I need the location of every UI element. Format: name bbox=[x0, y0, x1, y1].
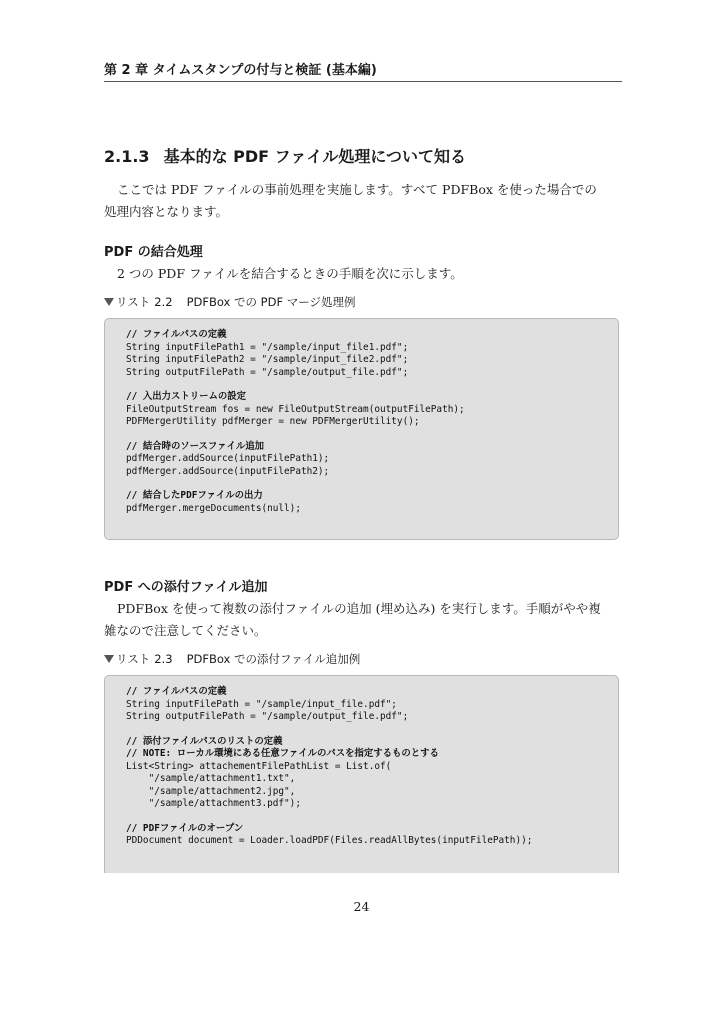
section-title-text: 基本的な PDF ファイル処理について知る bbox=[163, 147, 467, 166]
code-line: // NOTE: ローカル環境にある任意ファイルのパスを指定するものとする bbox=[126, 748, 439, 759]
section-intro bbox=[104, 179, 622, 223]
code-line: String outputFilePath = "/sample/output_file.pdf"; bbox=[126, 366, 409, 378]
section-number: 2.1.3 bbox=[104, 147, 150, 166]
code-line: pdfMerger.addSource(inputFilePath1); bbox=[126, 453, 330, 464]
merge-body: 2 つの PDF ファイルを結合するときの手順を次に示します。 bbox=[117, 266, 463, 281]
page-number: 24 bbox=[353, 899, 370, 914]
code-line: FileOutputStream fos = new FileOutputStream(outputFilePath); bbox=[126, 403, 465, 415]
attach-code-block bbox=[104, 675, 619, 873]
code-line: // 結合時のソースファイル追加 bbox=[126, 440, 264, 452]
section-intro-line-2: 処理内容となります。 bbox=[104, 204, 229, 219]
triangle-marker-icon bbox=[104, 655, 114, 663]
code-line: "/sample/attachment2.jpg", bbox=[126, 785, 296, 797]
code-line: List<String> attachementFilePathList = List.of( bbox=[126, 760, 392, 772]
running-header: 第 2 章 タイムスタンプの付与と検証 (基本編) bbox=[104, 63, 622, 82]
code-line: // PDFファイルのオープン bbox=[126, 822, 244, 834]
code-line bbox=[126, 429, 618, 441]
code-line: pdfMerger.addSource(inputFilePath2); bbox=[126, 465, 330, 477]
code-line: String inputFilePath = "/sample/input_file.pdf"; bbox=[126, 698, 397, 710]
triangle-marker-icon bbox=[104, 298, 114, 306]
code-line bbox=[126, 811, 618, 823]
code-line: PDFMergerUtility pdfMerger = new PDFMergerUtility(); bbox=[126, 416, 420, 427]
code-line: // ファイルパスの定義 bbox=[126, 329, 227, 340]
attach-heading: PDF への添付ファイル追加 bbox=[104, 580, 268, 595]
code-line: // 結合したPDFファイルの出力 bbox=[126, 490, 263, 501]
list-title: PDFBox での PDF マージ処理例 bbox=[186, 295, 356, 309]
code-line bbox=[126, 478, 618, 490]
section-intro-line-1: ここでは PDF ファイルの事前処理を実施します。すべて PDFBox を使った場合での bbox=[117, 182, 597, 197]
code-line: "/sample/attachment1.txt", bbox=[126, 773, 296, 784]
code-line bbox=[126, 724, 618, 736]
code-line: // 添付ファイルパスのリストの定義 bbox=[126, 735, 283, 747]
merge-code-block bbox=[104, 318, 619, 540]
list-number: 2.3 bbox=[154, 652, 173, 666]
attach-list-caption bbox=[104, 651, 360, 667]
code-line: String inputFilePath2 = "/sample/input_file2.pdf"; bbox=[126, 354, 409, 365]
list-number: 2.2 bbox=[154, 295, 173, 309]
code-line bbox=[126, 379, 618, 391]
attach-body-line-2: 雑なので注意してください。 bbox=[104, 623, 267, 638]
merge-heading: PDF の結合処理 bbox=[104, 245, 203, 260]
merge-list-caption bbox=[104, 294, 356, 310]
list-label: リスト bbox=[116, 652, 151, 666]
code-line: String inputFilePath1 = "/sample/input_file1.pdf"; bbox=[126, 341, 409, 353]
attach-body-line-1: PDFBox を使って複数の添付ファイルの追加 (埋め込み) を実行します。手順がやや複 bbox=[117, 601, 601, 616]
section-title bbox=[104, 146, 466, 168]
code-line: // ファイルパスの定義 bbox=[126, 686, 227, 697]
code-line: String outputFilePath = "/sample/output_file.pdf"; bbox=[126, 711, 409, 722]
list-label: リスト bbox=[116, 295, 151, 309]
code-line: PDDocument document = Loader.loadPDF(Files.readAllBytes(inputFilePath)); bbox=[126, 835, 533, 846]
list-title: PDFBox での添付ファイル追加例 bbox=[186, 652, 361, 666]
attach-body bbox=[104, 598, 622, 642]
code-line: // 入出力ストリームの設定 bbox=[126, 391, 247, 402]
code-line: pdfMerger.mergeDocuments(null); bbox=[126, 502, 301, 514]
code-line: "/sample/attachment3.pdf"); bbox=[126, 798, 301, 809]
